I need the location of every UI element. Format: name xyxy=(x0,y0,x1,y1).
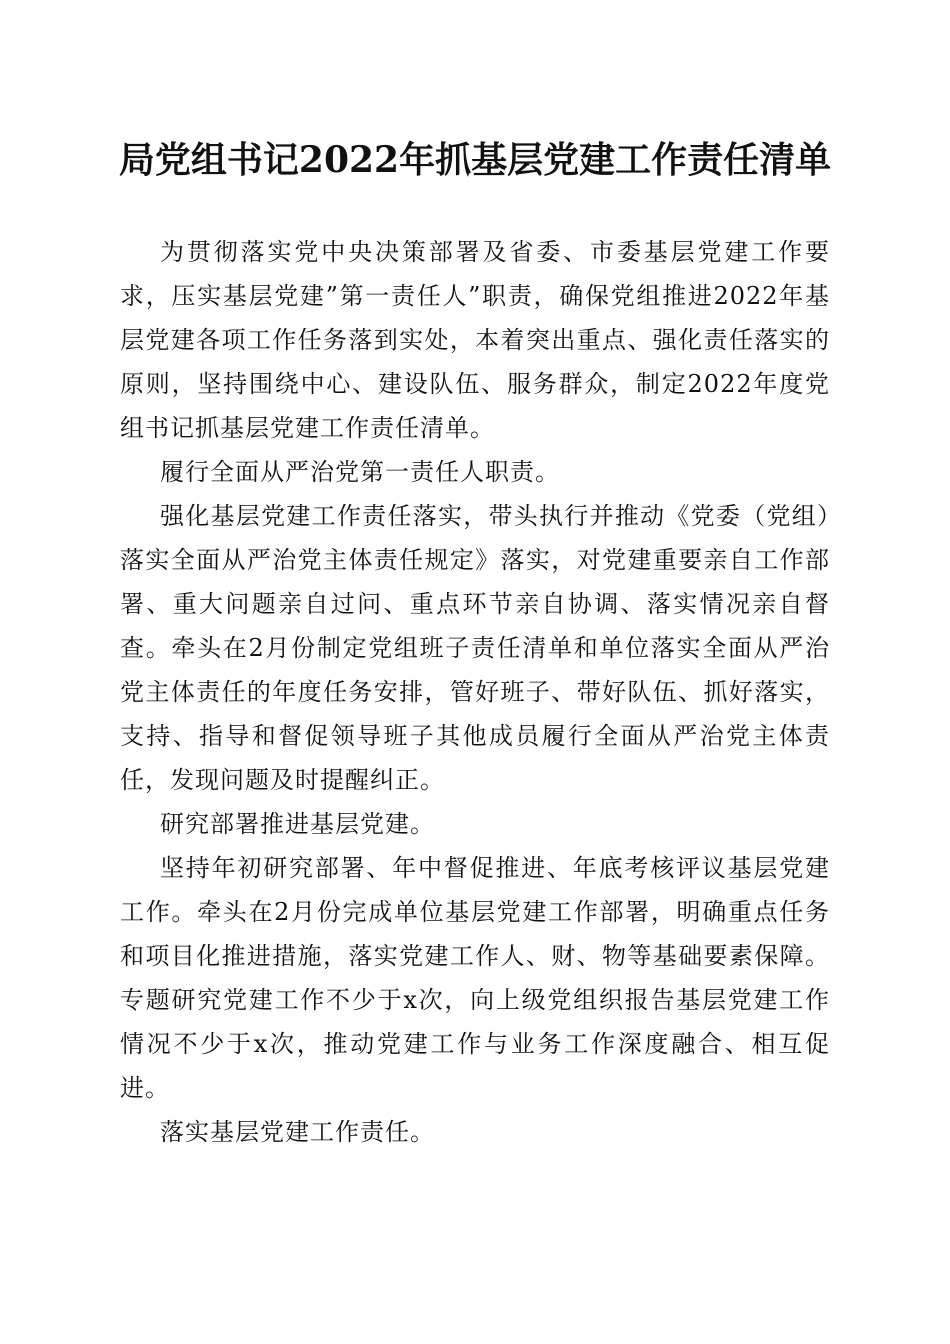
paragraph-research-detail: 坚持年初研究部署、年中督促推进、年底考核评议基层党建工作。牵头在2月份完成单位基层党建工作部署，明确重点任务和项目化推进措施，落实党建工作人、财、物等基础要素保障。专题研究党建工作不少于x次，向上级党组织报告基层党建工作情况不少于x次，推动党建工作与业务工作深度融合、相互促进。 xyxy=(120,854,830,1102)
paragraph-intro: 为贯彻落实党中央决策部署及省委、市委基层党建工作要求，压实基层党建”第一责任人”职责，确保党组推进2022年基层党建各项工作任务落到实处，本着突出重点、强化责任落实的原则，坚持围绕中心、建设队伍、服务群众，制定2022年度党组书记抓基层党建工作责任清单。 xyxy=(120,238,830,442)
paragraph-heading-implement: 落实基层党建工作责任。 xyxy=(160,1118,435,1146)
document-body xyxy=(120,230,830,1154)
paragraph-heading-research: 研究部署推进基层党建。 xyxy=(160,810,435,838)
paragraph-responsibility-detail: 强化基层党建工作责任落实，带头执行并推动《党委（党组）落实全面从严治党主体责任规定》落实，对党建重要亲自工作部署、重大问题亲自过问、重点环节亲自协调、落实情况亲自督查。牵头在2月份制定党组班子责任清单和单位落实全面从严治党主体责任的年度任务安排，管好班子、带好队伍、抓好落实，支持、指导和督促领导班子其他成员履行全面从严治党主体责任，发现问题及时提醒纠正。 xyxy=(120,502,830,794)
document-title: 局党组书记2022年抓基层党建工作责任清单 xyxy=(118,139,832,181)
paragraph-heading-responsibility: 履行全面从严治党第一责任人职责。 xyxy=(160,458,560,486)
